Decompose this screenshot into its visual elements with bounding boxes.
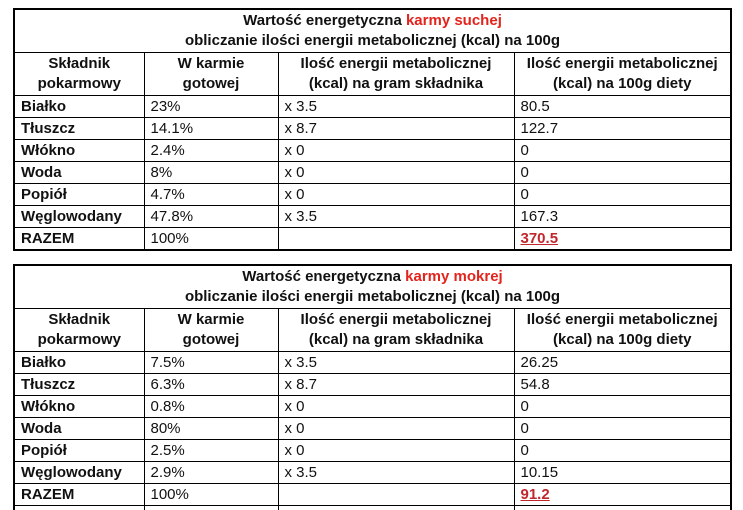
ingredient-name: Białko <box>14 352 144 374</box>
ingredient-kcal: 0 <box>514 184 731 206</box>
energy-table-wet-food <box>13 264 732 510</box>
col-header-kcal-per-100g: Ilość energii metabolicznej (kcal) na 100g diety <box>514 53 731 96</box>
total-factor <box>278 228 514 251</box>
table-subtitle: obliczanie ilości energii metabolicznej (kcal) na 100g <box>184 288 561 305</box>
table-title-row <box>14 265 731 309</box>
ingredient-factor: x 0 <box>278 440 514 462</box>
table-row <box>14 184 731 206</box>
ingredient-factor: x 0 <box>278 184 514 206</box>
total-row <box>14 484 731 506</box>
table-row <box>14 462 731 484</box>
ingredient-kcal: 0 <box>514 162 731 184</box>
ingredient-kcal: 0 <box>514 140 731 162</box>
table-title <box>14 9 731 53</box>
ingredient-name: Popiół <box>14 184 144 206</box>
total-label: RAZEM <box>14 484 144 506</box>
total-kcal: 370.5 <box>514 228 731 251</box>
col-header-ingredient: Składnik pokarmowy <box>14 53 144 96</box>
table-row <box>14 118 731 140</box>
col-header-percentage: W karmie gotowej <box>144 53 278 96</box>
ingredient-kcal: 80.5 <box>514 96 731 118</box>
ingredient-factor: x 8.7 <box>278 374 514 396</box>
ingredient-factor: x 0 <box>278 162 514 184</box>
table-row <box>14 352 731 374</box>
col-header-kcal-per-gram: Ilość energii metabolicznej (kcal) na gram składnika <box>278 309 514 352</box>
ingredient-pct: 47.8% <box>144 206 278 228</box>
ingredient-name: Włókno <box>14 396 144 418</box>
total-pct: 100% <box>144 484 278 506</box>
ingredient-factor: x 0 <box>278 140 514 162</box>
ingredient-pct: 14.1% <box>144 118 278 140</box>
column-header-row <box>14 53 731 96</box>
ingredient-pct: 7.5% <box>144 352 278 374</box>
ingredient-kcal: 0 <box>514 418 731 440</box>
ingredient-factor: x 3.5 <box>278 206 514 228</box>
table-title-row <box>14 9 731 53</box>
ingredient-factor: x 0 <box>278 396 514 418</box>
ingredient-kcal: 10.15 <box>514 462 731 484</box>
table-title-line1 <box>15 267 730 287</box>
ingredient-name: Tłuszcz <box>14 118 144 140</box>
ingredient-pct: 2.9% <box>144 462 278 484</box>
table-row <box>14 374 731 396</box>
table-row <box>14 96 731 118</box>
ingredient-pct: 6.3% <box>144 374 278 396</box>
total-row <box>14 228 731 251</box>
table-row <box>14 206 731 228</box>
ingredient-pct: 8% <box>144 162 278 184</box>
energy-table-dry-food <box>13 8 732 251</box>
col-header-percentage: W karmie gotowej <box>144 309 278 352</box>
ingredient-name: Tłuszcz <box>14 374 144 396</box>
table-row <box>14 440 731 462</box>
ingredient-factor: x 0 <box>278 418 514 440</box>
total-label: RAZEM <box>14 228 144 251</box>
ingredient-kcal: 167.3 <box>514 206 731 228</box>
ingredient-pct: 0.8% <box>144 396 278 418</box>
col-header-kcal-per-100g: Ilość energii metabolicznej (kcal) na 100g diety <box>514 309 731 352</box>
table-subtitle: obliczanie ilości energii metabolicznej (kcal) na 100g <box>184 32 561 49</box>
ingredient-pct: 2.5% <box>144 440 278 462</box>
table-row <box>14 162 731 184</box>
table-title-line1 <box>15 11 730 31</box>
ingredient-pct: 2.4% <box>144 140 278 162</box>
ingredient-factor: x 3.5 <box>278 352 514 374</box>
table-title <box>14 265 731 309</box>
col-header-ingredient: Składnik pokarmowy <box>14 309 144 352</box>
ingredient-name: Białko <box>14 96 144 118</box>
total-factor <box>278 484 514 506</box>
ingredient-pct: 23% <box>144 96 278 118</box>
total-kcal: 91.2 <box>514 484 731 506</box>
ingredient-kcal: 0 <box>514 440 731 462</box>
ingredient-pct: 80% <box>144 418 278 440</box>
title-food-type: karmy suchej <box>405 12 502 29</box>
ingredient-name: Włókno <box>14 140 144 162</box>
ingredient-name: Węglowodany <box>14 462 144 484</box>
table-row <box>14 140 731 162</box>
ingredient-kcal: 122.7 <box>514 118 731 140</box>
ingredient-factor: x 8.7 <box>278 118 514 140</box>
ingredient-kcal: 54.8 <box>514 374 731 396</box>
title-prefix: Wartość energetyczna <box>242 268 406 285</box>
ingredient-factor: x 3.5 <box>278 96 514 118</box>
ingredient-pct: 4.7% <box>144 184 278 206</box>
title-prefix: Wartość energetyczna <box>243 12 406 29</box>
ingredient-kcal: 0 <box>514 396 731 418</box>
title-food-type: karmy mokrej <box>405 268 503 285</box>
table-row <box>14 396 731 418</box>
ingredient-name: Woda <box>14 418 144 440</box>
table-row <box>14 418 731 440</box>
ingredient-name: Węglowodany <box>14 206 144 228</box>
ingredient-kcal: 26.25 <box>514 352 731 374</box>
col-header-kcal-per-gram: Ilość energii metabolicznej (kcal) na gram składnika <box>278 53 514 96</box>
partially-cropped-row <box>14 506 731 510</box>
column-header-row <box>14 309 731 352</box>
total-pct: 100% <box>144 228 278 251</box>
ingredient-name: Woda <box>14 162 144 184</box>
ingredient-name: Popiół <box>14 440 144 462</box>
ingredient-factor: x 3.5 <box>278 462 514 484</box>
